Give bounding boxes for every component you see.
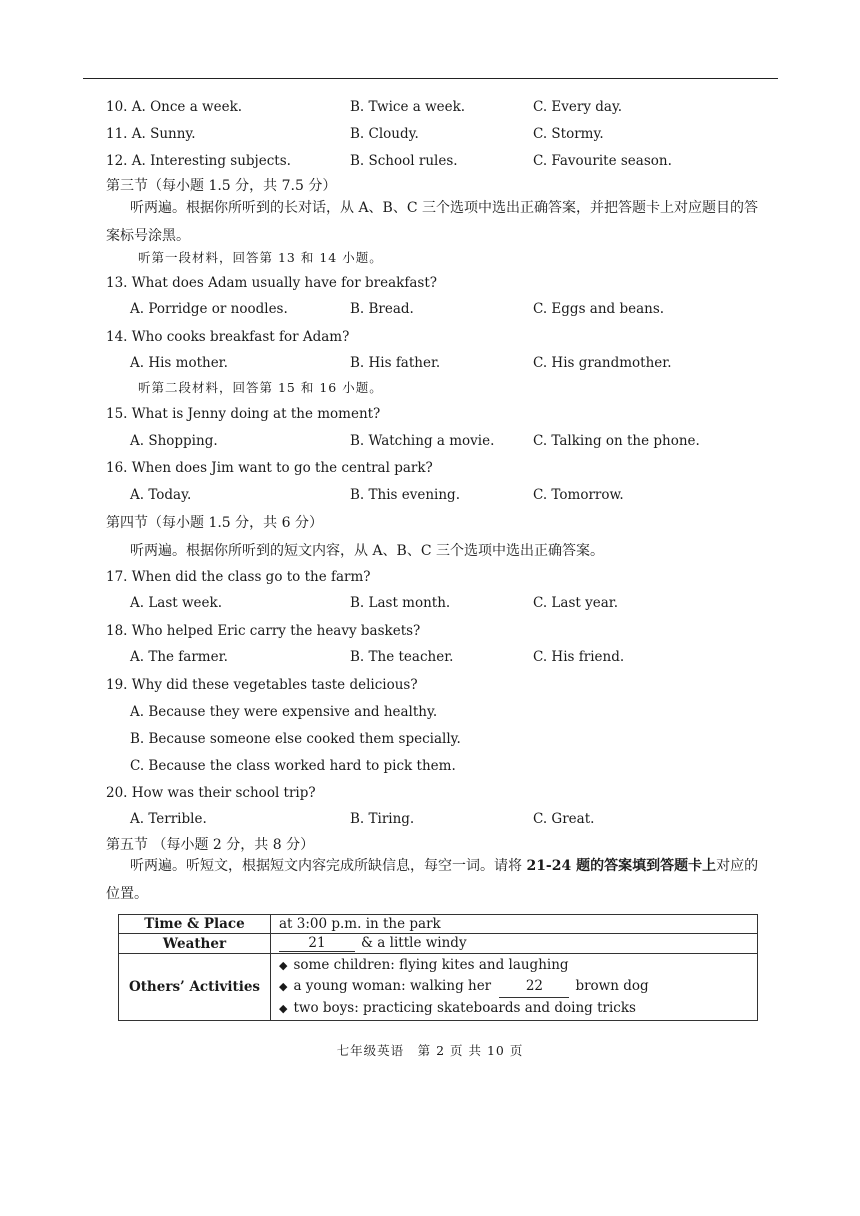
q18-stem: 18. Who helped Eric carry the heavy baskets?	[106, 623, 421, 639]
q15-stem: 15. What is Jenny doing at the moment?	[106, 406, 381, 422]
diamond-bullet-icon: ◆	[279, 980, 288, 993]
q17-option-a: A. Last week.	[130, 595, 222, 611]
q20-option-a: A. Terrible.	[130, 811, 207, 827]
q14-option-c: C. His grandmother.	[533, 355, 672, 371]
q14-option-b: B. His father.	[350, 355, 441, 371]
page-footer: 七年级英语 第 2 页 共 10 页	[336, 1043, 524, 1058]
q15-option-c: C. Talking on the phone.	[533, 433, 700, 449]
q14-stem: 14. Who cooks breakfast for Adam?	[106, 329, 350, 345]
q13-option-a: A. Porridge or noodles.	[130, 301, 288, 317]
q18-option-c: C. His friend.	[533, 649, 625, 665]
q16-option-b: B. This evening.	[350, 487, 460, 503]
section5-title: 第五节 （每小题 2 分，共 8 分）	[106, 837, 315, 853]
q18-option-b: B. The teacher.	[350, 649, 454, 665]
table-head-activities: Others’ Activities	[119, 954, 271, 1021]
section5-instruction: 听两遍。听短文，根据短文内容完成所缺信息，每空一词。请将 21-24 题的答案填到答题卡上对应的位置。	[106, 858, 759, 902]
q17-option-c: C. Last year.	[533, 595, 619, 611]
activity-item: ◆ two boys: practicing skateboards and doing tricks	[279, 1000, 636, 1016]
q12-option-b: B. School rules.	[350, 153, 458, 169]
q16-option-c: C. Tomorrow.	[533, 487, 624, 503]
q13-option-c: C. Eggs and beans.	[533, 301, 665, 317]
q19-option-a: A. Because they were expensive and healthy.	[130, 704, 438, 720]
q20-option-b: B. Tiring.	[350, 811, 415, 827]
table-head-weather: Weather	[119, 934, 271, 954]
header-rule	[83, 78, 778, 79]
q19-stem: 19. Why did these vegetables taste delicious?	[106, 677, 418, 693]
q11-option-a: 11. A. Sunny.	[106, 126, 196, 142]
table-row	[119, 915, 758, 934]
q11-option-c: C. Stormy.	[533, 126, 604, 142]
q10-option-b: B. Twice a week.	[350, 99, 466, 115]
info-table	[118, 914, 758, 1021]
diamond-bullet-icon: ◆	[279, 959, 288, 972]
q19-option-b: B. Because someone else cooked them specially.	[130, 731, 461, 747]
q15-option-b: B. Watching a movie.	[350, 433, 495, 449]
q19-option-c: C. Because the class worked hard to pick them.	[130, 758, 456, 774]
q18-option-a: A. The farmer.	[130, 649, 228, 665]
table-value-activities	[271, 954, 758, 1021]
table-value-weather: 21 & a little windy	[271, 934, 758, 954]
table-row	[119, 934, 758, 954]
q12-option-c: C. Favourite season.	[533, 153, 672, 169]
section3-note2: 听第二段材料，回答第 15 和 16 小题。	[138, 380, 383, 395]
table-head-time-place: Time & Place	[119, 915, 271, 934]
table-row	[119, 954, 758, 1021]
q13-option-b: B. Bread.	[350, 301, 414, 317]
q13-stem: 13. What does Adam usually have for breakfast?	[106, 275, 437, 291]
blank-22: 22	[499, 976, 569, 998]
q15-option-a: A. Shopping.	[130, 433, 218, 449]
q17-stem: 17. When did the class go to the farm?	[106, 569, 371, 585]
section4-instruction: 听两遍。根据你所听到的短文内容，从 A、B、C 三个选项中选出正确答案。	[130, 543, 605, 559]
blank-21: 21	[279, 935, 355, 952]
q10-option-a: 10. A. Once a week.	[106, 99, 243, 115]
q16-stem: 16. When does Jim want to go the central park?	[106, 460, 433, 476]
q17-option-b: B. Last month.	[350, 595, 451, 611]
section4-title: 第四节（每小题 1.5 分，共 6 分）	[106, 515, 323, 531]
q20-option-c: C. Great.	[533, 811, 595, 827]
table-value-time-place: at 3:00 p.m. in the park	[271, 915, 758, 934]
section3-title: 第三节（每小题 1.5 分，共 7.5 分）	[106, 178, 337, 194]
q14-option-a: A. His mother.	[130, 355, 228, 371]
activity-item: ◆ a young woman: walking her 22 brown dog	[279, 976, 749, 998]
section3-note1: 听第一段材料，回答第 13 和 14 小题。	[138, 250, 383, 265]
section3-instruction: 听两遍。根据你所听到的长对话，从 A、B、C 三个选项中选出正确答案，并把答题卡上对应题目的答案标号涂黑。	[106, 200, 759, 244]
q12-option-a: 12. A. Interesting subjects.	[106, 153, 291, 169]
diamond-bullet-icon: ◆	[279, 1002, 288, 1015]
q10-option-c: C. Every day.	[533, 99, 623, 115]
activity-item: ◆ some children: flying kites and laughing	[279, 957, 569, 973]
q11-option-b: B. Cloudy.	[350, 126, 419, 142]
q16-option-a: A. Today.	[130, 487, 192, 503]
q20-stem: 20. How was their school trip?	[106, 785, 316, 801]
